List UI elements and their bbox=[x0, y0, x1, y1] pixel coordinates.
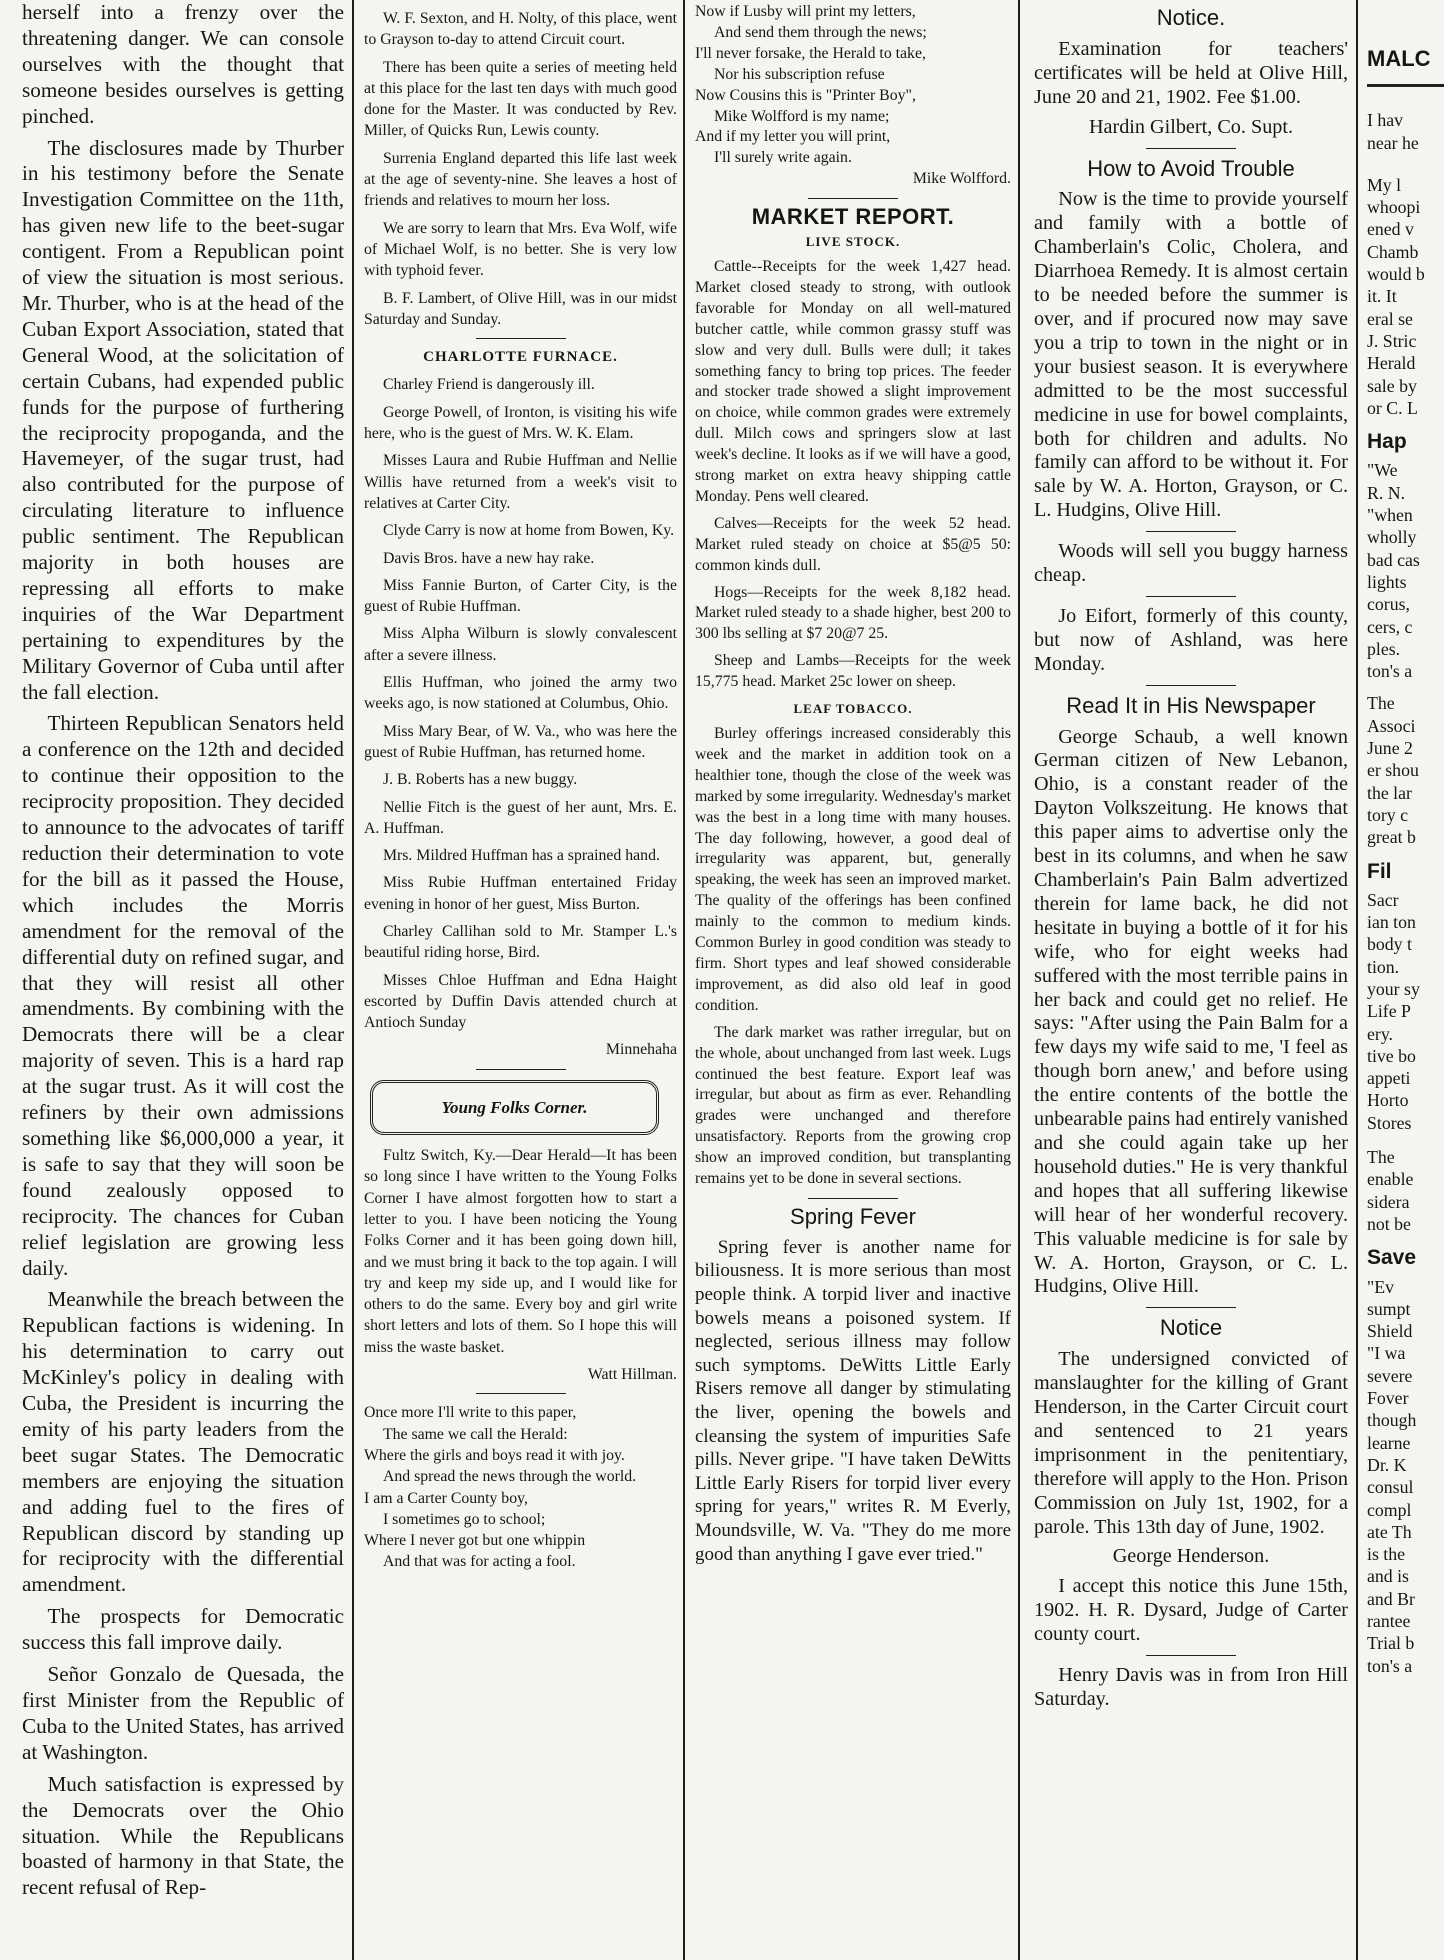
section-heading-live-stock: LIVE STOCK. bbox=[805, 234, 901, 250]
cropped-line: wholly bbox=[1367, 527, 1417, 548]
news-item: Charley Friend is dangerously ill. bbox=[382, 376, 595, 394]
cropped-paragraph bbox=[1367, 109, 1444, 154]
cropped-line: "when bbox=[1367, 505, 1413, 526]
news-item: Misses Laura and Rubie Huffman and Nellie Willis have returned from a week's visit to relatives at Carter City. bbox=[364, 452, 677, 512]
news-item: J. B. Roberts has a new buggy. bbox=[382, 771, 578, 789]
cropped-line: Sacr bbox=[1367, 889, 1399, 910]
article-paragraph: The disclosures made by Thurber in his testimony before the Senate Investigation Committee on the 11th, has given new life to the beet-sugar contigent. From a Republican point of view the situation is most serious. Mr. Thurber, who is at the head of the Cuban Export Association, stated that General Wood, at the solicitation of certain Cubans, had expended public funds for the purpose of furthering the reciprocity propoganda, and the Havemeyer, of the sugar trust, had also contributed for the purpose of circulating literature to influence public sentiment. The Republican majority in both houses are repressing all efforts to make inquiries of the War Department pertaining to expenditures by the Military Governor of Cuba until after the fall election. bbox=[22, 135, 344, 704]
poem-line: Where I never got but one whippin bbox=[364, 1532, 586, 1550]
poem-line: And if my letter you will print, bbox=[695, 128, 891, 146]
column-3 bbox=[687, 0, 1017, 1960]
cropped-line: tion. bbox=[1367, 956, 1400, 977]
market-item: Sheep and Lambs—Receipts for the week 15,775 head. Market 25c lower on sheep. bbox=[695, 652, 1011, 691]
poem-line: Now Cousins this is "Printer Boy", bbox=[695, 86, 916, 104]
poem-line: The same we call the Herald: bbox=[382, 1425, 568, 1443]
cropped-line: compl bbox=[1367, 1499, 1412, 1520]
poem-line: Where the girls and boys read it with joy. bbox=[364, 1446, 625, 1464]
notice-title: Notice. bbox=[1156, 5, 1226, 30]
cropped-line: Dr. K bbox=[1367, 1454, 1407, 1475]
cropped-line: Stores bbox=[1367, 1112, 1412, 1133]
divider bbox=[808, 1198, 898, 1199]
divider bbox=[1146, 1655, 1236, 1656]
letter-text: Fultz Switch, Ky.—Dear Herald—It has been so long since I have written to the Young Folks Corner I have almost forgotten how to start a letter to you. I have been noticing the Young Folks Corner and it has been going down hill, and we must bring it back to the top again. I will try and keep my side up, and I would like for others to do the same. Every boy and girl write short letters and lots of them. So I hope this will miss the waste basket. bbox=[364, 1147, 677, 1356]
notice-signature: George Henderson. bbox=[1112, 1545, 1270, 1568]
notice-text: Examination for teachers' certificates will be held at Olive Hill, June 20 and 21, 1902. Fee $1.00. bbox=[1034, 37, 1348, 108]
divider bbox=[476, 1069, 566, 1070]
cropped-line: it. It bbox=[1367, 286, 1397, 307]
article-paragraph: Meanwhile the breach between the Republican factions is widening. In his determination to carry out McKinley's policy in dealing with Cuba, the President is incurring the emity of his party leaders from the beet sugar States. The Democratic members are enjoying the situation and adding fuel to the fires of Republican discord by standing up for reciprocity with the differential amendment. bbox=[22, 1287, 344, 1597]
cropped-line: The bbox=[1367, 1147, 1395, 1168]
cropped-line: sale by bbox=[1367, 375, 1417, 396]
news-item: Miss Fannie Burton, of Carter City, is the guest of Rubie Huffman. bbox=[364, 576, 677, 616]
local-item: Woods will sell you buggy harness cheap. bbox=[1034, 540, 1348, 587]
cropped-line: is the bbox=[1367, 1544, 1406, 1565]
young-folks-corner-title: Young Folks Corner. bbox=[370, 1080, 659, 1135]
cropped-line: cers, c bbox=[1367, 616, 1413, 637]
news-item: We are sorry to learn that Mrs. Eva Wolf, wife of Michael Wolf, is no better. She is very low with typhoid fever. bbox=[364, 219, 677, 280]
news-item: B. F. Lambert, of Olive Hill, was in our midst Saturday and Sunday. bbox=[364, 289, 677, 328]
cropped-line: and is bbox=[1367, 1566, 1409, 1587]
section-heading-charlotte-furnace: CHARLOTTE FURNACE. bbox=[423, 349, 618, 366]
cropped-line: J. Stric bbox=[1367, 330, 1417, 351]
cropped-line: "I wa bbox=[1367, 1343, 1406, 1364]
cropped-line: The bbox=[1367, 693, 1395, 714]
cropped-line: My l bbox=[1367, 174, 1402, 195]
poem-line: And spread the news through the world. bbox=[382, 1468, 637, 1486]
cropped-line: Trial b bbox=[1367, 1633, 1415, 1654]
cropped-line: your sy bbox=[1367, 978, 1420, 999]
news-item: W. F. Sexton, and H. Nolty, of this place, went to Grayson to-day to attend Circuit court. bbox=[364, 10, 677, 49]
poem-line: I'll never forsake, the Herald to take, bbox=[695, 44, 926, 62]
cropped-line: ate Th bbox=[1367, 1521, 1412, 1542]
cropped-line: sidera bbox=[1367, 1191, 1410, 1212]
news-item: Ellis Huffman, who joined the army two weeks ago, is now stationed at Columbus, Ohio. bbox=[364, 674, 677, 713]
cropped-line: June 2 bbox=[1367, 738, 1413, 759]
poem-line: And send them through the news; bbox=[713, 23, 927, 41]
cropped-line: ton's a bbox=[1367, 1655, 1413, 1676]
notice-title: Notice bbox=[1159, 1315, 1223, 1341]
cropped-line: Fover bbox=[1367, 1388, 1409, 1409]
cropped-line: or C. L bbox=[1367, 397, 1418, 418]
cropped-line: not be bbox=[1367, 1213, 1411, 1234]
cropped-line: rantee bbox=[1367, 1611, 1411, 1631]
cropped-line: tory c bbox=[1367, 804, 1408, 825]
divider bbox=[808, 198, 898, 199]
cropped-line: great b bbox=[1367, 827, 1416, 848]
column-rule bbox=[1018, 0, 1020, 1960]
cropped-headline: MALC bbox=[1367, 46, 1431, 71]
local-item: Henry Davis was in from Iron Hill Saturday. bbox=[1034, 1664, 1348, 1710]
news-item: Surrenia England departed this life last week at the age of seventy-nine. She leaves a host of friends and relatives to mourn her loss. bbox=[364, 149, 677, 210]
cropped-line: "We bbox=[1367, 460, 1398, 481]
spring-fever-title: Spring Fever bbox=[790, 1203, 916, 1229]
cropped-line: Shield bbox=[1367, 1321, 1413, 1342]
column-4 bbox=[1022, 0, 1354, 1960]
cropped-line: "Ev bbox=[1367, 1276, 1395, 1297]
cropped-paragraph bbox=[1367, 889, 1444, 1134]
read-it-title: Read It in His Newspaper bbox=[1066, 692, 1316, 718]
notice-signature: Hardin Gilbert, Co. Supt. bbox=[1088, 115, 1294, 138]
cropped-line: near he bbox=[1367, 132, 1419, 153]
cropped-line: R. N. bbox=[1367, 482, 1406, 503]
divider bbox=[476, 1393, 566, 1394]
letter-signature: Watt Hillman. bbox=[587, 1366, 677, 1384]
cropped-line: ery. bbox=[1367, 1023, 1393, 1044]
poem-line: Nor his subscription refuse bbox=[713, 65, 885, 83]
cropped-line: ples. bbox=[1367, 638, 1401, 659]
notice-text: I accept this notice this June 15th, 1902. H. R. Dysard, Judge of Carter county court. bbox=[1034, 1575, 1348, 1646]
cropped-line: I hav bbox=[1367, 110, 1404, 131]
cropped-line: bad cas bbox=[1367, 549, 1420, 570]
divider bbox=[1146, 148, 1236, 149]
cropped-line: whoopi bbox=[1367, 197, 1421, 218]
cropped-paragraph bbox=[1367, 1146, 1444, 1235]
cropped-line: ton's a bbox=[1367, 661, 1413, 682]
poem-line: Once more I'll write to this paper, bbox=[364, 1404, 577, 1422]
news-item: Miss Mary Bear, of W. Va., who was here the guest of Rubie Huffman, has returned home. bbox=[364, 722, 677, 761]
cropped-heading: Save bbox=[1367, 1246, 1417, 1270]
cropped-line: Associ bbox=[1367, 715, 1416, 736]
cropped-line: severe bbox=[1367, 1365, 1413, 1386]
column-rule bbox=[352, 0, 354, 1960]
column-rule bbox=[1356, 0, 1358, 1960]
cropped-heading: Hap bbox=[1367, 430, 1407, 454]
poem-line: Mike Wolfford is my name; bbox=[713, 107, 890, 125]
news-item: Mrs. Mildred Huffman has a sprained hand. bbox=[382, 847, 660, 865]
divider bbox=[1367, 84, 1444, 87]
article-paragraph: Much satisfaction is expressed by the Democrats over the Ohio situation. While the Republicans boasted of harmony in that State, the recent refusal of Rep- bbox=[22, 1771, 344, 1900]
cropped-line: corus, bbox=[1367, 594, 1410, 615]
divider bbox=[1146, 685, 1236, 686]
cropped-line: Life P bbox=[1367, 1001, 1411, 1022]
news-item: Nellie Fitch is the guest of her aunt, Mrs. E. A. Huffman. bbox=[364, 798, 677, 837]
cropped-heading: Fil bbox=[1367, 859, 1392, 883]
market-item: Calves—Receipts for the week 52 head. Market ruled steady on choice at $5@5 50: common kinds dull. bbox=[695, 514, 1011, 574]
poem-signature: Mike Wolfford. bbox=[912, 170, 1011, 188]
cropped-paragraph bbox=[1367, 459, 1444, 682]
cropped-line: ian ton bbox=[1367, 912, 1416, 933]
cropped-line: enable bbox=[1367, 1169, 1414, 1190]
poem-line: I am a Carter County boy, bbox=[364, 1489, 528, 1507]
news-item: There has been quite a series of meeting held at this place for the last ten days with much good done for the Master. It was conducted by Rev. Miller, of Quicks Run, Lewis county. bbox=[364, 58, 677, 140]
article-paragraph: herself into a frenzy over the threatening danger. We can console ourselves with the thought that someone besides ourselves is getting pinched. bbox=[22, 0, 344, 128]
news-item: George Powell, of Ironton, is visiting his wife here, who is the guest of Mrs. W. K. Elam. bbox=[364, 403, 677, 443]
local-item: Jo Eifort, formerly of this county, but now of Ashland, was here Monday. bbox=[1034, 604, 1348, 675]
cropped-paragraph bbox=[1367, 1276, 1444, 1677]
article-paragraph: The prospects for Democratic success this fall improve daily. bbox=[22, 1604, 344, 1655]
divider bbox=[476, 338, 566, 339]
cropped-line: learne bbox=[1367, 1432, 1411, 1453]
column-5 bbox=[1360, 0, 1444, 1960]
news-item: Misses Chloe Huffman and Edna Haight escorted by Duffin Davis attended church at Antioch Sunday bbox=[364, 971, 677, 1032]
news-item: Davis Bros. have a new hay rake. bbox=[382, 549, 595, 567]
spring-fever-text: Spring fever is another name for biliousness. It is more serious than most people think. A torpid liver and inactive bowels means a poisoned system. If neglected, serious illness may follow such symptoms. DeWitts Little Early Risers remove all danger by stimulating the liver, opening the bowels and cleansing the system of impurities Safe pills. Never gripe. "I have taken DeWitts Little Early Risers for torpid liver every spring for years," writes R. M Everly, Moundsville, W. Va. "They do me more good than anything I gave ever tried." bbox=[695, 1236, 1011, 1565]
market-item: Hogs—Receipts for the week 8,182 head. Market ruled steady to a shade higher, best 200 to 300 lbs selling at $7 20@7 25. bbox=[695, 583, 1011, 643]
cropped-line: Chamb bbox=[1367, 241, 1419, 262]
column-1 bbox=[0, 0, 350, 1960]
cropped-line: lights bbox=[1367, 571, 1407, 592]
cropped-line: er shou bbox=[1367, 760, 1419, 781]
cropped-line: and Br bbox=[1367, 1588, 1415, 1609]
market-item: Cattle--Receipts for the week 1,427 head. Market closed steady to strong, with outlook favorable for Monday on all well-matured butcher cattle, while common grassy stuff was slow and very dull. Bulls were dull; it takes something fancy to bring top prices. The feeder and stocker trade showed a slight improvement on choice, while common grades were extremely dull. Milch cows and springers slow at last week's decline. It looks as if we will have a good, strong market on extra heavy shipping cattle Monday. Pens well cleared. bbox=[695, 257, 1011, 505]
cropped-line: appeti bbox=[1367, 1068, 1411, 1089]
divider bbox=[1146, 596, 1236, 597]
market-item: The dark market was rather irregular, but on the whole, about unchanged from last week. Lugs continued the best feature. Export leaf was irregular, but about as firm as ever. Rehandling grades were unchanged and therefore unsatisfactory. Reports from the growing crop show an improved condition, but transplanting remains yet to be done in several sections. bbox=[695, 1023, 1011, 1188]
cropped-line: the lar bbox=[1367, 782, 1412, 803]
cropped-line: though bbox=[1367, 1410, 1417, 1431]
poem-line: I'll surely write again. bbox=[713, 149, 852, 167]
news-item: Miss Rubie Huffman entertained Friday evening in honor of her guest, Miss Burton. bbox=[364, 874, 677, 913]
divider bbox=[1146, 531, 1236, 532]
poem-line: I sometimes go to school; bbox=[382, 1510, 546, 1528]
article-paragraph: Señor Gonzalo de Quesada, the first Minister from the Republic of Cuba to the United States, has arrived at Washington. bbox=[22, 1662, 344, 1764]
cropped-line: would b bbox=[1367, 264, 1425, 285]
divider bbox=[1146, 1307, 1236, 1308]
cropped-line: consul bbox=[1367, 1477, 1414, 1498]
column-2 bbox=[356, 0, 681, 1960]
poem-line: Now if Lusby will print my letters, bbox=[695, 3, 916, 20]
poem-line: And that was for acting a fool. bbox=[382, 1553, 576, 1571]
cropped-line: body t bbox=[1367, 934, 1412, 955]
advertisement-text: Now is the time to provide yourself and family with a bottle of Chamberlain's Colic, Cholera, and Diarrhoea Remedy. It is almost certain to be needed before the summer is over, and if procured now may save you a trip to town in the night or in your busiest season. It is everywhere admitted to be the most successful medicine in use for bowel complaints, both for children and adults. No family can afford to be without it. For sale by W. A. Horton, Grayson, or C. L. Hudgins, Olive Hill. bbox=[1034, 188, 1348, 522]
article-paragraph: Thirteen Republican Senators held a conference on the 12th and decided to continue their opposition to the reciprocity proposition. They decided to announce to the advocates of tariff reduction their determination to vote for the bill as it passed the House, which includes the Morris amendment for the removal of the differential duty on refined sugar, and that they will resist all other amendments. By combining with the Democrats there will be a clear majority of seven. This is a hard rap at the sugar trust. As it will cost the refiners by their own admissions something like $6,000,000 a year, it is safe to say that they will soon be found zealously opposed to reciprocity. The chances for Cuban relief legislation are growing less daily. bbox=[22, 711, 344, 1280]
news-item: Charley Callihan sold to Mr. Stamper L.'s beautiful riding horse, Bird. bbox=[364, 922, 677, 962]
cropped-line: eral se bbox=[1367, 308, 1413, 329]
column-rule bbox=[683, 0, 685, 1960]
notice-text: The undersigned convicted of manslaughter for the killing of Grant Henderson, in the Carter Circuit court and sentenced to 21 years imprisonment in the penitentiary, therefore will apply to the Hon. Prison Commission on July 1st, 1902, for a parole. This 13th day of June, 1902. bbox=[1034, 1348, 1348, 1538]
market-report-title: MARKET REPORT. bbox=[751, 204, 955, 230]
cropped-line: Herald bbox=[1367, 353, 1416, 374]
section-heading-leaf-tobacco: LEAF TOBACCO. bbox=[793, 701, 913, 717]
cropped-line: tive bo bbox=[1367, 1045, 1416, 1066]
cropped-paragraph bbox=[1367, 692, 1444, 848]
market-item: Burley offerings increased considerably this week and the market in addition took on a healthier tone, though the close of the week was marked by some irregularity. Wednesday's market was the best in a long time with many houses. The day following, however, a good deal of irregularity was apparent, but, generally speaking, the week has seen an improved market. The quality of the offerings has been confined mainly to the common to medium kinds. Common Burley in good condition was steady to firm. Short types and leaf showed considerable improvement, as did also old leaf in good condition. bbox=[695, 725, 1011, 1014]
how-to-avoid-trouble-title: How to Avoid Trouble bbox=[1087, 155, 1295, 181]
cropped-line: ened v bbox=[1367, 219, 1414, 240]
advertisement-text: George Schaub, a well known German citizen of New Lebanon, Ohio, is a constant reader of the Dayton Volkszeitung. He knows that this paper aims to advertise only the best in its columns, and when he saw Chamberlain's Pain Balm advertized therein for lame back, he did not hesitate in buying a bottle of it for his wife, who for eight weeks had suffered with the most terrible pains in her back and could get no relief. He says: "After using the Pain Balm for a few days my wife said to me, 'I feel as though born anew,' and before using the entire contents of the bottle the unbearable pains had entirely vanished and she could again take up her household duties." He is very thankful and hopes that all suffering likewise will hear of her wonderful recovery. This valuable medicine is for sale by W. A. Horton, Grayson, or C. L. Hudgins, Olive Hill. bbox=[1034, 725, 1348, 1298]
cropped-line: sumpt bbox=[1367, 1298, 1411, 1319]
cropped-line: Horto bbox=[1367, 1090, 1409, 1111]
cropped-paragraph bbox=[1367, 174, 1444, 419]
news-item: Miss Alpha Wilburn is slowly convalescent after a severe illness. bbox=[364, 625, 677, 664]
correspondent-signature: Minnehaha bbox=[605, 1041, 677, 1059]
news-item: Clyde Carry is now at home from Bowen, Ky. bbox=[382, 522, 675, 540]
